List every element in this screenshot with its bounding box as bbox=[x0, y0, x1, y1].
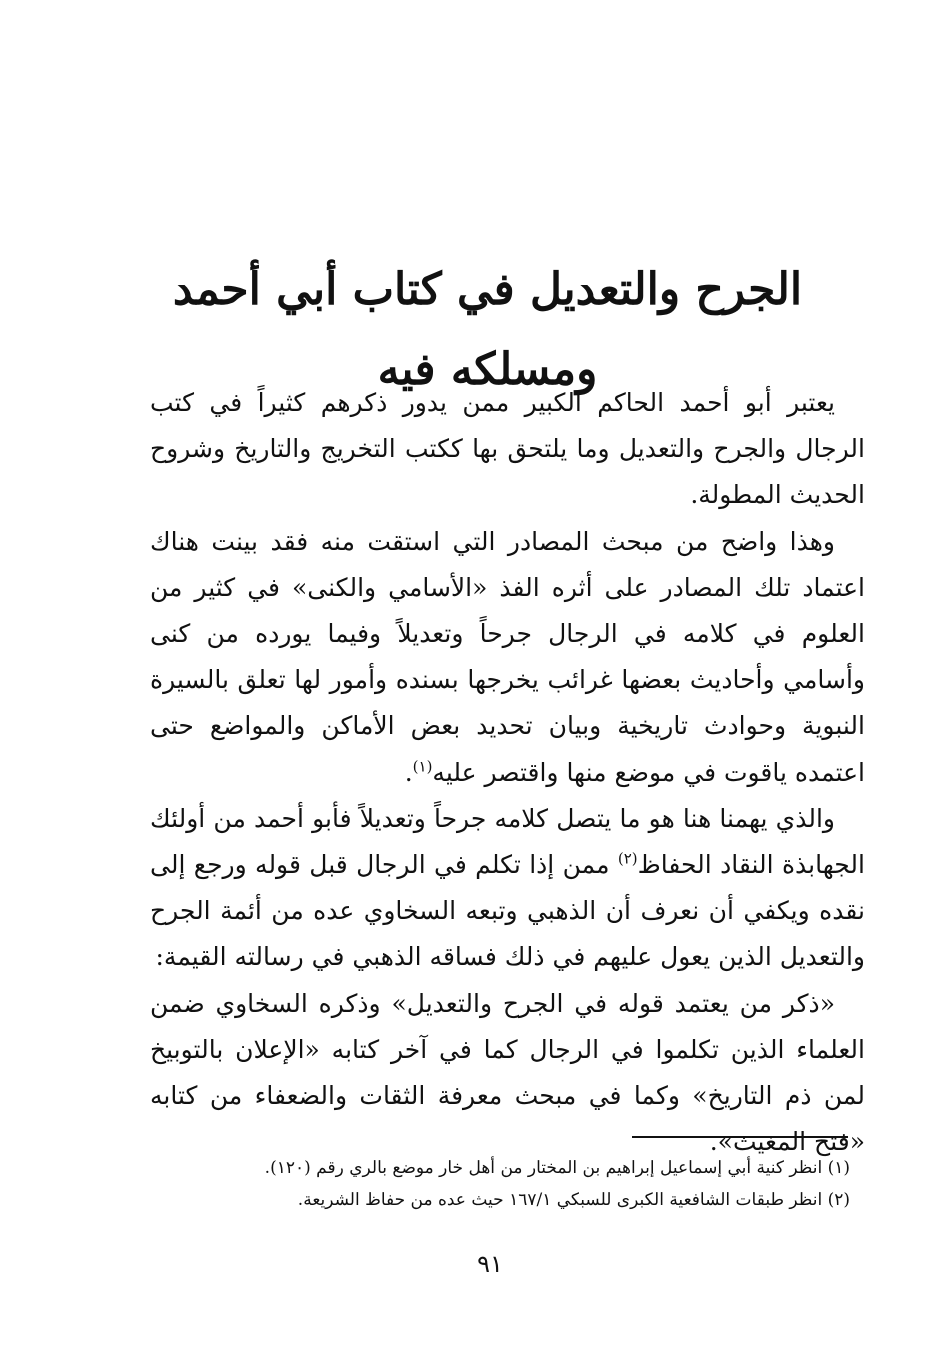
paragraph-3 bbox=[150, 796, 865, 981]
paragraph-2 bbox=[150, 519, 865, 796]
paragraph-4-text: «ذكر من يعتمد قوله في الجرح والتعديل» وذكره السخاوي ضمن العلماء الذين تكلموا في الرجال كما في آخر كتابه «الإعلان بالتوبيخ لمن ذم التاريخ» وكما في مبحث معرفة الثقات والضعفاء من كتابه «فتح المغيث». bbox=[150, 988, 865, 1157]
footnotes bbox=[150, 1152, 850, 1216]
footnote-marker-1: (١) bbox=[412, 757, 433, 776]
paragraph-2-text: وهذا واضح من مبحث المصادر التي استقت منه فقد بينت هناك اعتماد تلك المصادر على أثره الفذ «الأسامي والكنى» في كثير من العلوم في كلامه في الرجال جرحاً وتعديلاً وفيما يورده من كنى وأسامي وأحاديث بعضها غرائب يخرجها بسنده وأمور لها تعلق بالسيرة النبوية وحوادث تاريخية وبيان تحديد بعض الأماكن والمواضع حتى اعتمده ياقوت في موضع منها واقتصر عليه bbox=[150, 526, 865, 787]
page-number: ٩١ bbox=[477, 1250, 503, 1278]
paragraph-1-text: يعتبر أبو أحمد الحاكم الكبير ممن يدور ذكرهم كثيراً في كتب الرجال والجرح والتعديل وما يلتحق بها ككتب التخريج والتاريخ وشروح الحديث المطولة. bbox=[150, 388, 865, 510]
paragraph-1 bbox=[150, 380, 865, 519]
paragraph-3-text: والذي يهمنا هنا هو ما يتصل كلامه جرحاً وتعديلاً فأبو أحمد من أولئك الجهابذة النقاد الحفاظ bbox=[150, 803, 865, 880]
footnote-marker-2: (٢) bbox=[617, 849, 638, 868]
footnote-separator bbox=[632, 1136, 848, 1138]
paragraph-3-continuation: ممن إذا تكلم في الرجال قبل قوله ورجع إلى نقده ويكفي أن نعرف أن الذهبي وتبعه السخاوي عده من أئمة الجرح والتعديل الذين يعول عليهم في ذلك فساقه الذهبي في رسالته القيمة: bbox=[150, 850, 865, 972]
body-text bbox=[150, 380, 865, 1165]
paragraph-2-end: . bbox=[404, 757, 413, 787]
footnote-2: (٢) انظر طبقات الشافعية الكبرى للسبكي ١٦٧/١ حيث عده من حفاظ الشريعة. bbox=[297, 1190, 850, 1210]
footnote-1: (١) انظر كنية أبي إسماعيل إبراهيم بن المختار من أهل خار موضع بالري رقم (١٢٠). bbox=[264, 1158, 850, 1178]
page-title: الجرح والتعديل في كتاب أبي أحمد ومسلكه فيه bbox=[172, 264, 803, 395]
